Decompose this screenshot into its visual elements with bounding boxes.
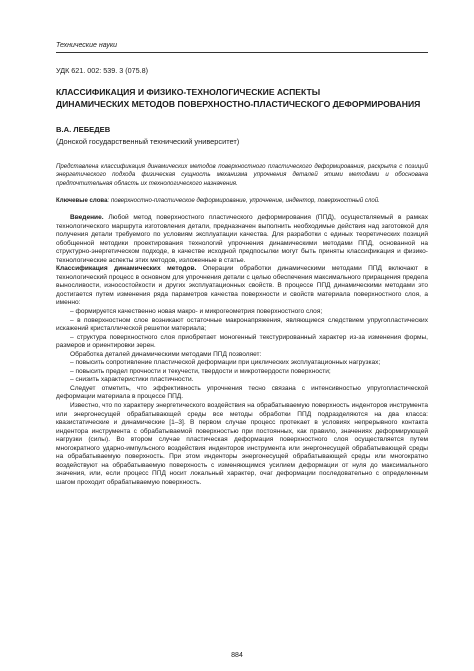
- list-item: – формируется качественно новая макро- и микрогеометрия поверхностного слоя;: [70, 308, 323, 316]
- paragraph-intro: [56, 214, 428, 265]
- title-line-1: КЛАССИФИКАЦИЯ И ФИЗИКО-ТЕХНОЛОГИЧЕСКИЕ АСПЕКТЫ: [56, 87, 321, 97]
- list-item: – в поверхностном слое возникают остаточные макронапряжения, являющиеся следствием упругопластических искажений кристаллической решетки материала;: [56, 316, 428, 333]
- paragraph-classification: [56, 265, 428, 308]
- keywords-label: Ключевые слова: [56, 197, 108, 204]
- paragraph: Известно, что по характеру энергетического воздействия на обрабатываемую поверхность инденторов инструмента или энергонесущей обрабатывающей среды все методы обработки ППД подразделяются на два класса: квазистатические и динамические [1–3]. В первом случае процесс протекает в условиях непрерывного контакта индентора инструмента с обрабатываемой поверхностью при постоянных, как правило, значениях деформирующей нагрузки (силы). Во втором случае пластическая деформация поверхностного слоя осуществляется путем многократного ударно-импульсного воздействия инденторов инструмента или энергонесущей обрабатывающей среды на обрабатываемую поверхность. При этом инденторы энергонесущей обрабатывающей среды или многократно воздействуют на обрабатываемую поверхность с изменяющимся усилием деформации от нуля до максимального значения, или, если процесс ППД носит локальный характер, очаг деформации последовательно с определенным шагом проходит обрабатываемую поверхность.: [56, 402, 428, 486]
- header-divider: [56, 52, 428, 53]
- keywords-text: : поверхностно-пластическое деформирование, упрочнение, индентор, поверхностный слой.: [107, 197, 380, 204]
- keywords: [56, 197, 428, 205]
- abstract: Представлена классификация динамических методов поверхностного пластического деформирования, раскрыта с позиций энергетического подхода физическая сущность механизма упрочнения деталей этими методами и обоснована предпочтительная область их технологического назначения.: [56, 163, 428, 187]
- article-title: [56, 86, 436, 110]
- list-item: – структура поверхностного слоя приобретает моногенный текстурированный характер из-за изменения формы, размеров и ориентировки зерен.: [56, 333, 428, 350]
- title-line-2: ДИНАМИЧЕСКИХ МЕТОДОВ ПОВЕРХНОСТНО-ПЛАСТИЧЕСКОГО ДЕФОРМИРОВАНИЯ: [56, 99, 421, 109]
- intro-heading: Введение.: [70, 214, 104, 221]
- article-body: [56, 214, 428, 488]
- journal-section: Технические науки: [56, 42, 118, 49]
- intro-text: Любой метод поверхностного пластического деформирования (ППД), осуществляемый в рамках технологического маршрута изготовления детали, предназначен выполнить необходимые действия над заготовкой для получения детали требуемого по условиям эксплуатации качества. Для разработки с единых теоретических позиций обобщенной методики проектирования технологий упрочнения динамическими методами ППД, основанной на структурно-энергетическом подходе, в качестве исходной предпосылки могут быть приняты классификация и физико-технологические аспекты этих методов, изложенные в статье.: [56, 214, 428, 264]
- udk-code: УДК 621. 002: 539. 3 (075.8): [56, 66, 149, 75]
- classification-heading: Классификация динамических методов.: [56, 265, 197, 273]
- classification-text: Операции обработки динамическими методами ППД включают в технологический процесс в основном для упрочнения детали с целью обеспечения максимального приращения предела выносливости, износостойкости и других эксплуатационных свойств. В процессе ППД динамическими методами это достигается путем изменения ряда параметров качества поверхности и свойств материала поверхностного слоя, а именно:: [56, 265, 428, 307]
- paragraph: Следует отметить, что эффективность упрочнения тесно связана с интенсивностью упругопластической деформации материала в процессе ППД.: [56, 384, 428, 401]
- author-name: В.А. ЛЕБЕДЕВ: [56, 125, 111, 134]
- page-number: 884: [231, 652, 243, 659]
- list-item: – снизить характеристики пластичности.: [70, 376, 194, 384]
- author-affiliation: (Донской государственный технический университет): [56, 137, 240, 146]
- list-item: – повысить предел прочности и текучести, твердости и микротвердости поверхности;: [70, 367, 331, 375]
- list-item: – повысить сопротивление пластической деформации при циклических эксплуатационных нагрузках;: [70, 359, 381, 367]
- paragraph: Обработка деталей динамическими методами ППД позволяет:: [70, 350, 262, 358]
